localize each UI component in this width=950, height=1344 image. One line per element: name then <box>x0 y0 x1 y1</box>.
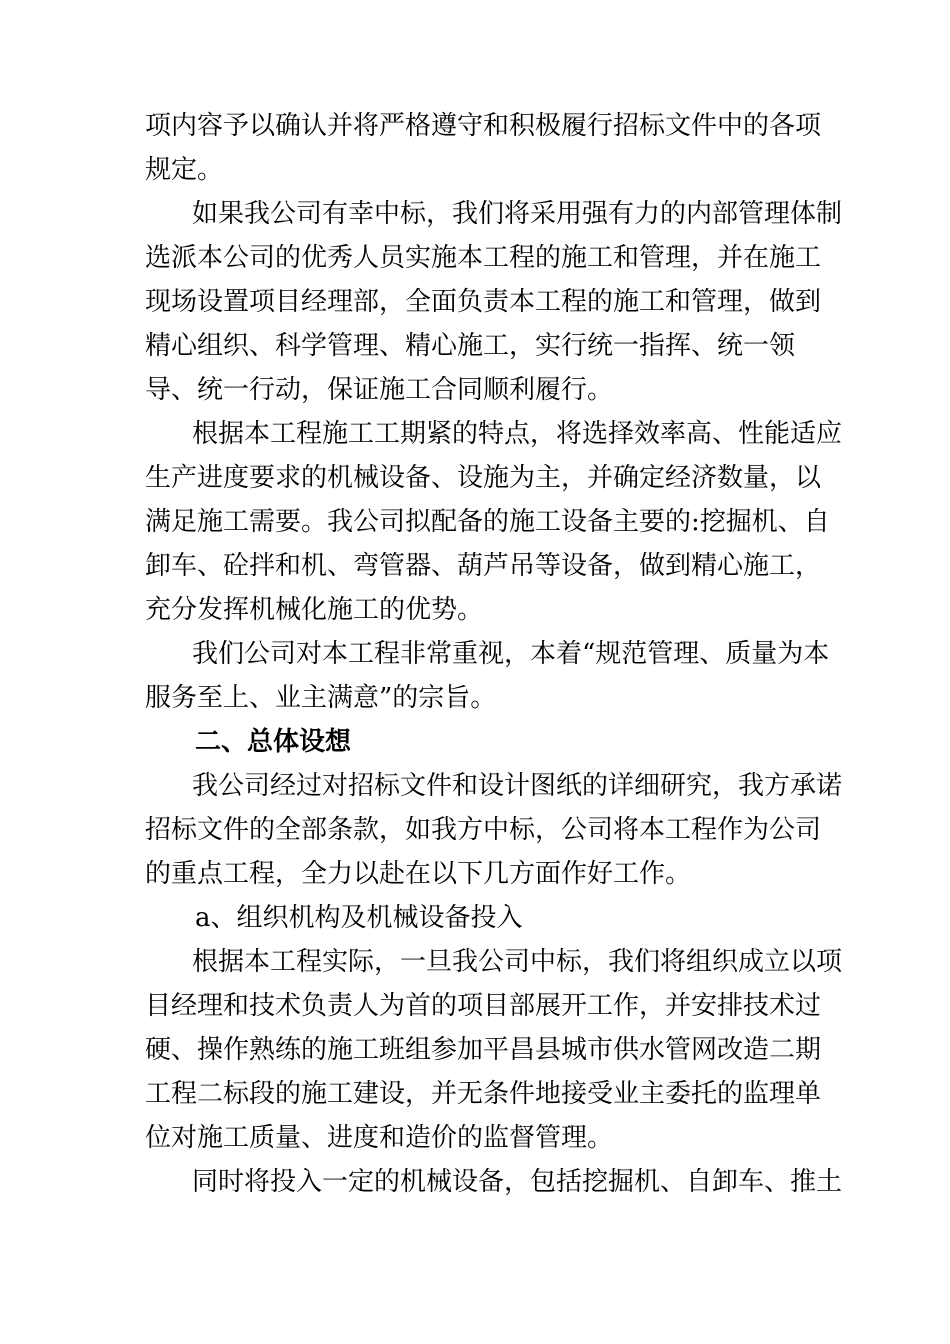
paragraph-confirmation: 项内容予以确认并将严格遵守和积极履行招标文件中的各项规定。 <box>145 111 822 185</box>
paragraph-company-principle: 我们公司对本工程非常重视，本着“规范管理、质量为本服务至上、业主满意”的宗旨。 <box>145 639 830 713</box>
section-heading-overall-plan: 二、总体设想 <box>195 727 352 757</box>
paragraph-equipment-selection: 根据本工程施工工期紧的特点，将选择效率高、性能适应生产进度要求的机械设备、设施为主，并确定经济数量，以满足施工需要。我公司拟配备的施工设备主要的:挖掘机、自卸车、砼拌和机、弯管器、葫芦吊等设备，做到精心施工，充分发挥机械化施工的优势。 <box>145 419 843 625</box>
paragraph-bid-commitment: 我公司经过对招标文件和设计图纸的详细研究，我方承诺招标文件的全部条款，如我方中标，公司将本工程作为公司的重点工程，全力以赴在以下几方面作好工作。 <box>145 771 843 889</box>
paragraph-machinery-investment: 同时将投入一定的机械设备，包括挖掘机、自卸车、推土 <box>192 1167 843 1197</box>
subsection-heading-organization: a、组织机构及机械设备投入 <box>195 903 523 933</box>
paragraph-winning-bid: 如果我公司有幸中标，我们将采用强有力的内部管理体制选派本公司的优秀人员实施本工程的施工和管理，并在施工现场设置项目经理部，全面负责本工程的施工和管理，做到精心组织、科学管理、精心施工，实行统一指挥、统一领导、统一行动，保证施工合同顺利履行。 <box>145 199 843 405</box>
document-body <box>145 104 845 1204</box>
paragraph-project-team: 根据本工程实际，一旦我公司中标，我们将组织成立以项目经理和技术负责人为首的项目部展开工作，并安排技术过硬、操作熟练的施工班组参加平昌县城市供水管网改造二期工程二标段的施工建设，并无条件地接受业主委托的监理单位对施工质量、进度和造价的监督管理。 <box>145 947 843 1153</box>
